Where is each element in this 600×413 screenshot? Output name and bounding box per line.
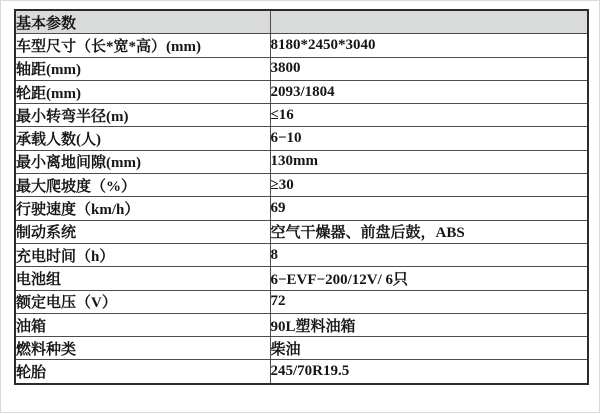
- table-row: [15, 174, 588, 197]
- table-row: [15, 57, 588, 80]
- spec-label: 充电时间（h）: [15, 243, 270, 266]
- spec-value: 3800: [270, 57, 588, 80]
- spec-label: 燃料种类: [15, 337, 270, 360]
- spec-value: 柴油: [270, 337, 588, 360]
- table-row: [15, 127, 588, 150]
- spec-value: 8: [270, 243, 588, 266]
- spec-value: 6−10: [270, 127, 588, 150]
- spec-label: 最小转弯半径(m): [15, 104, 270, 127]
- spec-label: 轴距(mm): [15, 57, 270, 80]
- table-row: [15, 243, 588, 266]
- spec-label: 最大爬坡度（%）: [15, 174, 270, 197]
- spec-value: ≤16: [270, 104, 588, 127]
- table-header-title: 基本参数: [15, 10, 270, 34]
- spec-value: 6−EVF−200/12V/ 6只: [270, 267, 588, 290]
- specs-table: [14, 9, 589, 385]
- table-row: [15, 290, 588, 313]
- spec-value: 90L塑料油箱: [270, 313, 588, 336]
- spec-value: ≥30: [270, 174, 588, 197]
- spec-label: 承载人数(人): [15, 127, 270, 150]
- table-row: [15, 313, 588, 336]
- spec-value: 130mm: [270, 150, 588, 173]
- spec-label: 额定电压（V）: [15, 290, 270, 313]
- spec-label: 最小离地间隙(mm): [15, 150, 270, 173]
- spec-value: 245/70R19.5: [270, 360, 588, 384]
- spec-label: 车型尺寸（长*宽*高）(mm): [15, 34, 270, 57]
- table-row: [15, 80, 588, 103]
- table-row: [15, 337, 588, 360]
- table-row: [15, 150, 588, 173]
- spec-label: 油箱: [15, 313, 270, 336]
- spec-label: 轮距(mm): [15, 80, 270, 103]
- spec-value: 8180*2450*3040: [270, 34, 588, 57]
- table-row: [15, 360, 588, 384]
- spec-label: 制动系统: [15, 220, 270, 243]
- spec-value: 69: [270, 197, 588, 220]
- spec-value: 72: [270, 290, 588, 313]
- spec-label: 轮胎: [15, 360, 270, 384]
- spec-label: 行驶速度（km/h）: [15, 197, 270, 220]
- table-row: [15, 197, 588, 220]
- table-header-row: [15, 10, 588, 34]
- table-row: [15, 34, 588, 57]
- spec-value: 2093/1804: [270, 80, 588, 103]
- table-header-value: [270, 10, 588, 34]
- spec-value: 空气干燥器、前盘后鼓，ABS: [270, 220, 588, 243]
- table-row: [15, 220, 588, 243]
- table-row: [15, 267, 588, 290]
- spec-label: 电池组: [15, 267, 270, 290]
- table-row: [15, 104, 588, 127]
